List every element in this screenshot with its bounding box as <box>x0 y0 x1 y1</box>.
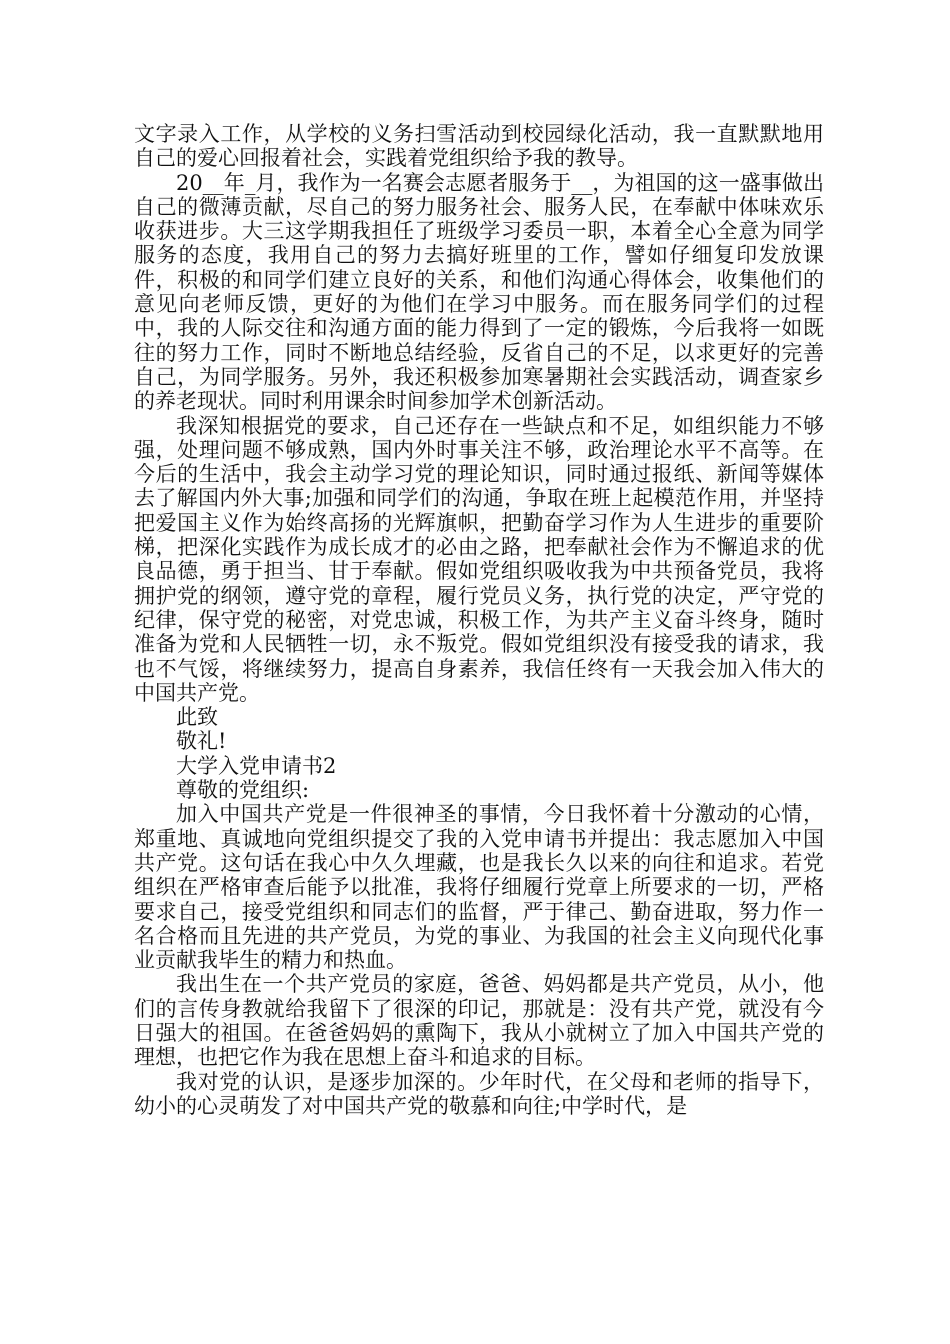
paragraph-shortcomings: 我深知根据党的要求，自己还存在一些缺点和不足，如组织能力不够强，处理问题不够成熟，国内外时事关注不够，政治理论水平不高等。在今后的生活中，我会主动学习党的理论知识，同时通过报纸、新闻等媒体去了解国内外大事;加强和同学们的沟通，争取在班上起模范作用，并坚持把爱国主义作为始终高扬的光辉旗帜，把勤奋学习作为人生进步的重要阶梯，把深化实践作为成长成才的必由之路，把奉献社会作为不懈追求的优良品德，勇于担当、甘于奉献。假如党组织吸收我为中共预备党员，我将拥护党的纲领，遵守党的章程，履行党员义务，执行党的决定，严守党的纪律，保守党的秘密，对党忠诚，积极工作，为共产主义奋斗终身，随时准备为党和人民牺牲一切，永不叛党。假如党组织没有接受我的请求，我也不气馁，将继续努力，提高自身素养，我信任终有一天我会加入伟大的中国共产党。 <box>134 413 824 705</box>
paragraph-application: 加入中国共产党是一件很神圣的事情，今日我怀着十分激动的心情，郑重地、真诚地向党组织提交了我的入党申请书并提出：我志愿加入中国共产党。这句话在我心中久久埋藏，也是我长久以来的向往和追求。若党组织在严格审查后能予以批准，我将仔细履行党章上所要求的一切，严格要求自己，接受党组织和同志们的监督，严于律己、勤奋进取，努力作一名合格而且先进的共产党员，为党的事业、为我国的社会主义向现代化事业贡献我毕生的精力和热血。 <box>134 802 824 973</box>
paragraph-family: 我出生在一个共产党员的家庭，爸爸、妈妈都是共产党员，从小，他们的言传身教就给我留下了很深的印记，那就是：没有共产党，就没有今日强大的祖国。在爸爸妈妈的熏陶下，我从小就树立了加入中国共产党的理想，也把它作为我在思想上奋斗和追求的目标。 <box>134 972 824 1070</box>
paragraph-continuation: 文字录入工作，从学校的义务扫雪活动到校园绿化活动，我一直默默地用自己的爱心回报着社会，实践着党组织给予我的教导。 <box>134 122 824 171</box>
paragraph-understanding: 我对党的认识，是逐步加深的。少年时代，在父母和老师的指导下，幼小的心灵萌发了对中国共产党的敬慕和向往;中学时代，是 <box>134 1069 824 1118</box>
document-page <box>134 122 824 1118</box>
letter-greeting: 尊敬的党组织: <box>176 778 310 803</box>
section-title: 大学入党申请书2 <box>176 753 337 778</box>
closing-salutation: 此致 <box>176 705 218 730</box>
paragraph-volunteer-service: 20__年_月，我作为一名赛会志愿者服务于__，为祖国的这一盛事做出自己的微薄贡献，尽自己的努力服务社会、服务人民，在奉献中体味欢乐收获进步。大三这学期我担任了班级学习委员一职，本着全心全意为同学服务的态度，我用自己的努力去搞好班里的工作，譬如仔细复印发放课件，积极的和同学们建立良好的关系，和他们沟通心得体会，收集他们的意见向老师反馈，更好的为他们在学习中服务。而在服务同学们的过程中，我的人际交往和沟通方面的能力得到了一定的锻炼，今后我将一如既往的努力工作，同时不断地总结经验，反省自己的不足，以求更好的完善自己，为同学服务。另外，我还积极参加寒暑期社会实践活动，调查家乡的养老现状。同时利用课余时间参加学术创新活动。 <box>134 170 824 414</box>
closing-regards: 敬礼! <box>176 729 227 754</box>
